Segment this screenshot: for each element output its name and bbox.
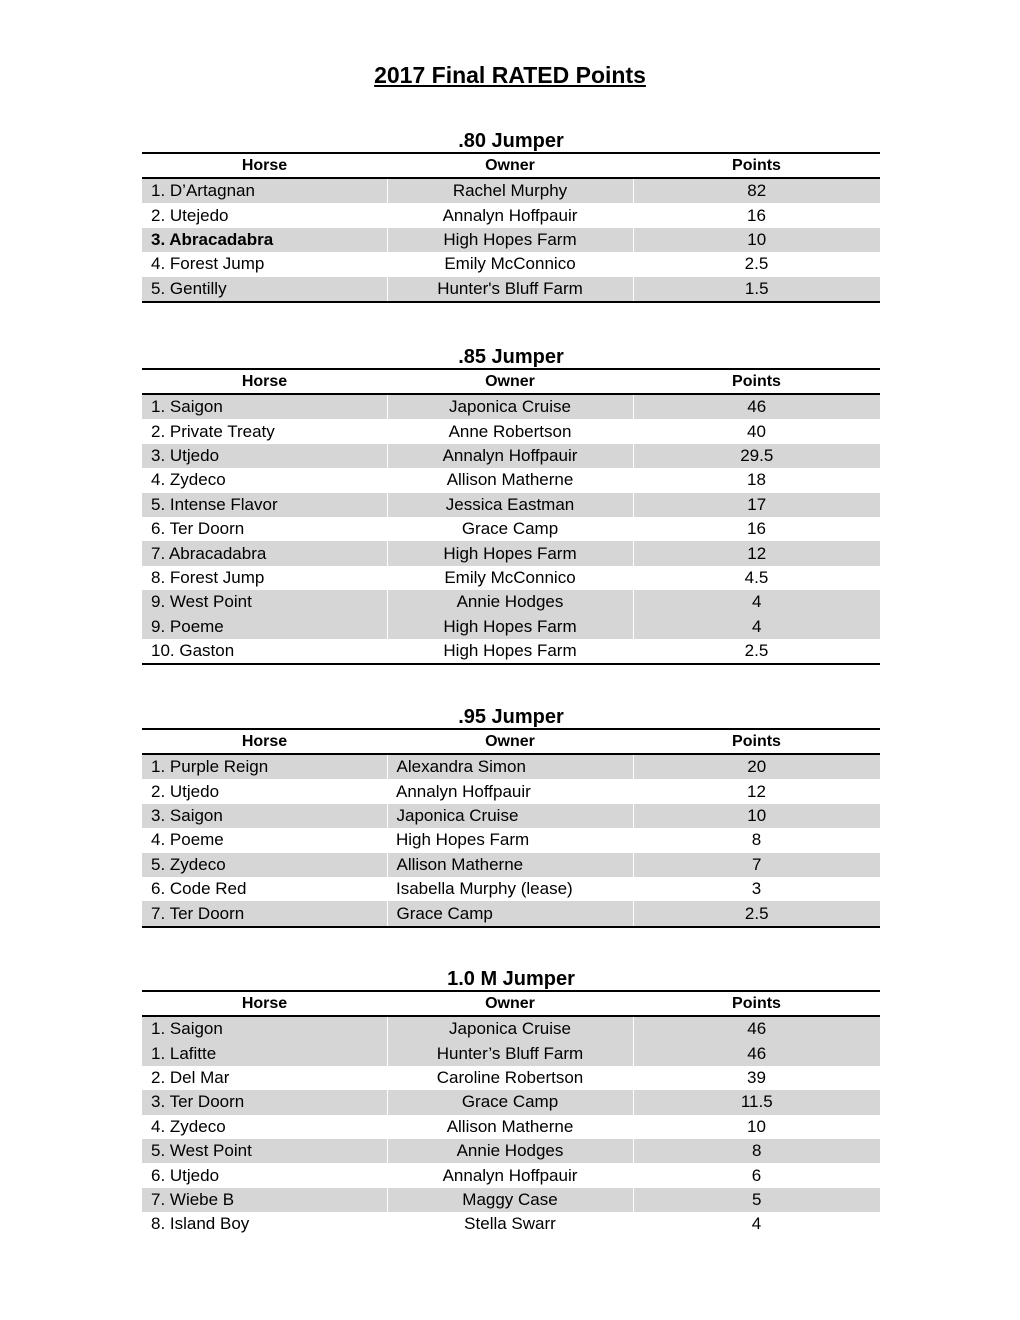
horse-cell: 2. Utjedo: [151, 781, 220, 801]
horse-cell: 7. Wiebe B: [142, 1188, 387, 1212]
section-85-jumper: [142, 344, 880, 665]
horse-cell: 7. Ter Doorn: [142, 901, 387, 926]
points-cell: 17: [633, 493, 880, 517]
points-cell: 2.5: [744, 254, 769, 274]
owner-header: Owner: [485, 994, 535, 1012]
owner-cell: Grace Camp: [387, 1090, 633, 1114]
horse-cell: 3. Saigon: [142, 804, 387, 828]
points-cell: 12: [747, 781, 766, 801]
table-row: [142, 639, 880, 664]
owner-cell: Caroline Robertson: [436, 1067, 584, 1087]
table-row: [142, 203, 880, 227]
owner-header: Owner: [485, 732, 535, 750]
owner-cell: Japonica Cruise: [387, 804, 633, 828]
table-row: [142, 419, 880, 443]
owner-cell: High Hopes Farm: [396, 830, 530, 850]
points-cell: 4: [633, 615, 880, 639]
section-95-jumper: [142, 704, 880, 928]
horse-cell: 8. Forest Jump: [151, 567, 265, 587]
owner-cell: Alexandra Simon: [387, 754, 633, 779]
horse-cell: 3. Abracadabra: [142, 228, 387, 252]
horse-cell: 2. Private Treaty: [151, 421, 275, 441]
owner-cell: Emily McConnico: [444, 567, 576, 587]
owner-cell: Japonica Cruise: [387, 394, 633, 419]
table-row: [142, 252, 880, 276]
table-row: [142, 493, 880, 517]
points-cell: 8: [751, 830, 762, 850]
table-row: [142, 1163, 880, 1187]
section-title: .80 Jumper: [458, 130, 564, 152]
horse-cell: 1. Purple Reign: [142, 754, 387, 779]
points-cell: 2.5: [744, 641, 769, 661]
table-row: [142, 1212, 880, 1236]
table-row: [142, 468, 880, 492]
table-row: [142, 804, 880, 828]
horse-cell: 4. Forest Jump: [151, 254, 265, 274]
table-row: [142, 444, 880, 468]
points-table: [142, 728, 880, 928]
points-cell: 46: [633, 394, 880, 419]
section-title: .95 Jumper: [458, 706, 564, 728]
table-row: [142, 1188, 880, 1212]
points-cell: 1.5: [633, 277, 880, 302]
table-row: [142, 178, 880, 203]
points-cell: 8: [633, 1139, 880, 1163]
horse-cell: 2. Del Mar: [151, 1067, 230, 1087]
table-row: [142, 228, 880, 252]
points-header: Points: [732, 372, 781, 390]
horse-cell: 5. Intense Flavor: [142, 493, 387, 517]
owner-cell: Jessica Eastman: [387, 493, 633, 517]
horse-header: Horse: [241, 156, 288, 174]
header-row: [142, 153, 880, 178]
points-cell: 11.5: [633, 1090, 880, 1114]
points-table: [142, 990, 880, 1237]
points-table: [142, 368, 880, 665]
points-cell: 29.5: [633, 444, 880, 468]
owner-cell: Annalyn Hoffpauir: [387, 444, 633, 468]
points-cell: 18: [747, 470, 766, 490]
owner-cell: Annalyn Hoffpauir: [442, 1165, 578, 1185]
owner-cell: Annalyn Hoffpauir: [396, 781, 531, 801]
owner-cell: Maggy Case: [387, 1188, 633, 1212]
owner-cell: Anne Robertson: [448, 421, 572, 441]
points-cell: 12: [633, 541, 880, 565]
table-row: [142, 615, 880, 639]
owner-cell: Annie Hodges: [387, 590, 633, 614]
table-row: [142, 828, 880, 852]
horse-cell: 8. Island Boy: [151, 1214, 250, 1234]
table-row: [142, 1016, 880, 1041]
horse-cell: 6. Code Red: [151, 879, 247, 899]
section-title: .85 Jumper: [458, 346, 564, 368]
table-row: [142, 394, 880, 419]
owner-cell: Grace Camp: [461, 519, 559, 539]
points-cell: 2.5: [633, 901, 880, 926]
horse-header: Horse: [241, 372, 288, 390]
points-cell: 6: [751, 1165, 762, 1185]
table-row: [142, 590, 880, 614]
table-row: [142, 901, 880, 926]
points-cell: 46: [633, 1041, 880, 1065]
points-cell: 4.5: [744, 567, 769, 587]
horse-cell: 1. D’Artagnan: [142, 178, 387, 203]
points-cell: 20: [633, 754, 880, 779]
horse-header: Horse: [241, 732, 288, 750]
horse-cell: 2. Utejedo: [151, 205, 229, 225]
owner-header: Owner: [485, 156, 535, 174]
points-cell: 46: [633, 1016, 880, 1041]
horse-cell: 5. West Point: [142, 1139, 387, 1163]
points-cell: 4: [633, 590, 880, 614]
owner-cell: Annalyn Hoffpauir: [442, 205, 578, 225]
table-row: [142, 853, 880, 877]
table-row: [142, 566, 880, 590]
points-cell: 10: [633, 228, 880, 252]
points-cell: 4: [751, 1214, 762, 1234]
owner-cell: Hunter's Bluff Farm: [387, 277, 633, 302]
table-row: [142, 1115, 880, 1139]
owner-cell: Isabella Murphy (lease): [396, 879, 573, 899]
owner-cell: Allison Matherne: [446, 470, 574, 490]
header-row: [142, 729, 880, 754]
table-row: [142, 541, 880, 565]
section-1m-jumper: [142, 966, 880, 1237]
horse-cell: 1. Saigon: [142, 394, 387, 419]
horse-cell: 5. Zydeco: [142, 853, 387, 877]
owner-cell: Annie Hodges: [387, 1139, 633, 1163]
points-table: [142, 152, 880, 303]
owner-cell: Stella Swarr: [464, 1214, 556, 1234]
section-80-jumper: [142, 128, 880, 303]
table-row: [142, 754, 880, 779]
table-row: [142, 1066, 880, 1090]
section-title: 1.0 M Jumper: [447, 968, 575, 990]
horse-cell: 6. Utjedo: [151, 1165, 220, 1185]
points-cell: 10: [747, 1116, 766, 1136]
owner-cell: High Hopes Farm: [443, 641, 577, 661]
table-row: [142, 779, 880, 803]
owner-cell: Emily McConnico: [444, 254, 576, 274]
horse-cell: 3. Ter Doorn: [142, 1090, 387, 1114]
table-row: [142, 277, 880, 302]
owner-cell: Hunter’s Bluff Farm: [387, 1041, 633, 1065]
points-cell: 7: [633, 853, 880, 877]
horse-cell: 4. Poeme: [151, 830, 224, 850]
horse-cell: 9. Poeme: [142, 615, 387, 639]
owner-cell: High Hopes Farm: [387, 615, 633, 639]
horse-cell: 4. Zydeco: [151, 470, 226, 490]
horse-header: Horse: [241, 994, 288, 1012]
horse-cell: 1. Saigon: [142, 1016, 387, 1041]
points-header: Points: [732, 994, 781, 1012]
points-cell: 16: [747, 205, 766, 225]
horse-cell: 5. Gentilly: [142, 277, 387, 302]
points-cell: 10: [633, 804, 880, 828]
horse-cell: 1. Lafitte: [142, 1041, 387, 1065]
owner-cell: Allison Matherne: [387, 853, 633, 877]
horse-cell: 10. Gaston: [151, 641, 235, 661]
horse-cell: 9. West Point: [142, 590, 387, 614]
header-row: [142, 991, 880, 1016]
points-cell: 3: [751, 879, 762, 899]
table-row: [142, 1090, 880, 1114]
horse-cell: 3. Utjedo: [142, 444, 387, 468]
points-cell: 82: [633, 178, 880, 203]
points-cell: 39: [747, 1067, 766, 1087]
horse-cell: 4. Zydeco: [151, 1116, 226, 1136]
page-title: 2017 Final RATED Points: [374, 62, 646, 88]
table-row: [142, 1139, 880, 1163]
horse-cell: 6. Ter Doorn: [151, 519, 245, 539]
owner-cell: Rachel Murphy: [387, 178, 633, 203]
points-header: Points: [732, 732, 781, 750]
owner-cell: High Hopes Farm: [387, 228, 633, 252]
horse-cell: 7. Abracadabra: [142, 541, 387, 565]
owner-header: Owner: [485, 372, 535, 390]
owner-cell: Grace Camp: [387, 901, 633, 926]
points-cell: 40: [747, 421, 766, 441]
points-header: Points: [732, 156, 781, 174]
points-cell: 5: [633, 1188, 880, 1212]
points-cell: 16: [747, 519, 766, 539]
owner-cell: Allison Matherne: [446, 1116, 574, 1136]
table-row: [142, 1041, 880, 1065]
owner-cell: High Hopes Farm: [387, 541, 633, 565]
header-row: [142, 369, 880, 394]
owner-cell: Japonica Cruise: [387, 1016, 633, 1041]
table-row: [142, 517, 880, 541]
table-row: [142, 877, 880, 901]
